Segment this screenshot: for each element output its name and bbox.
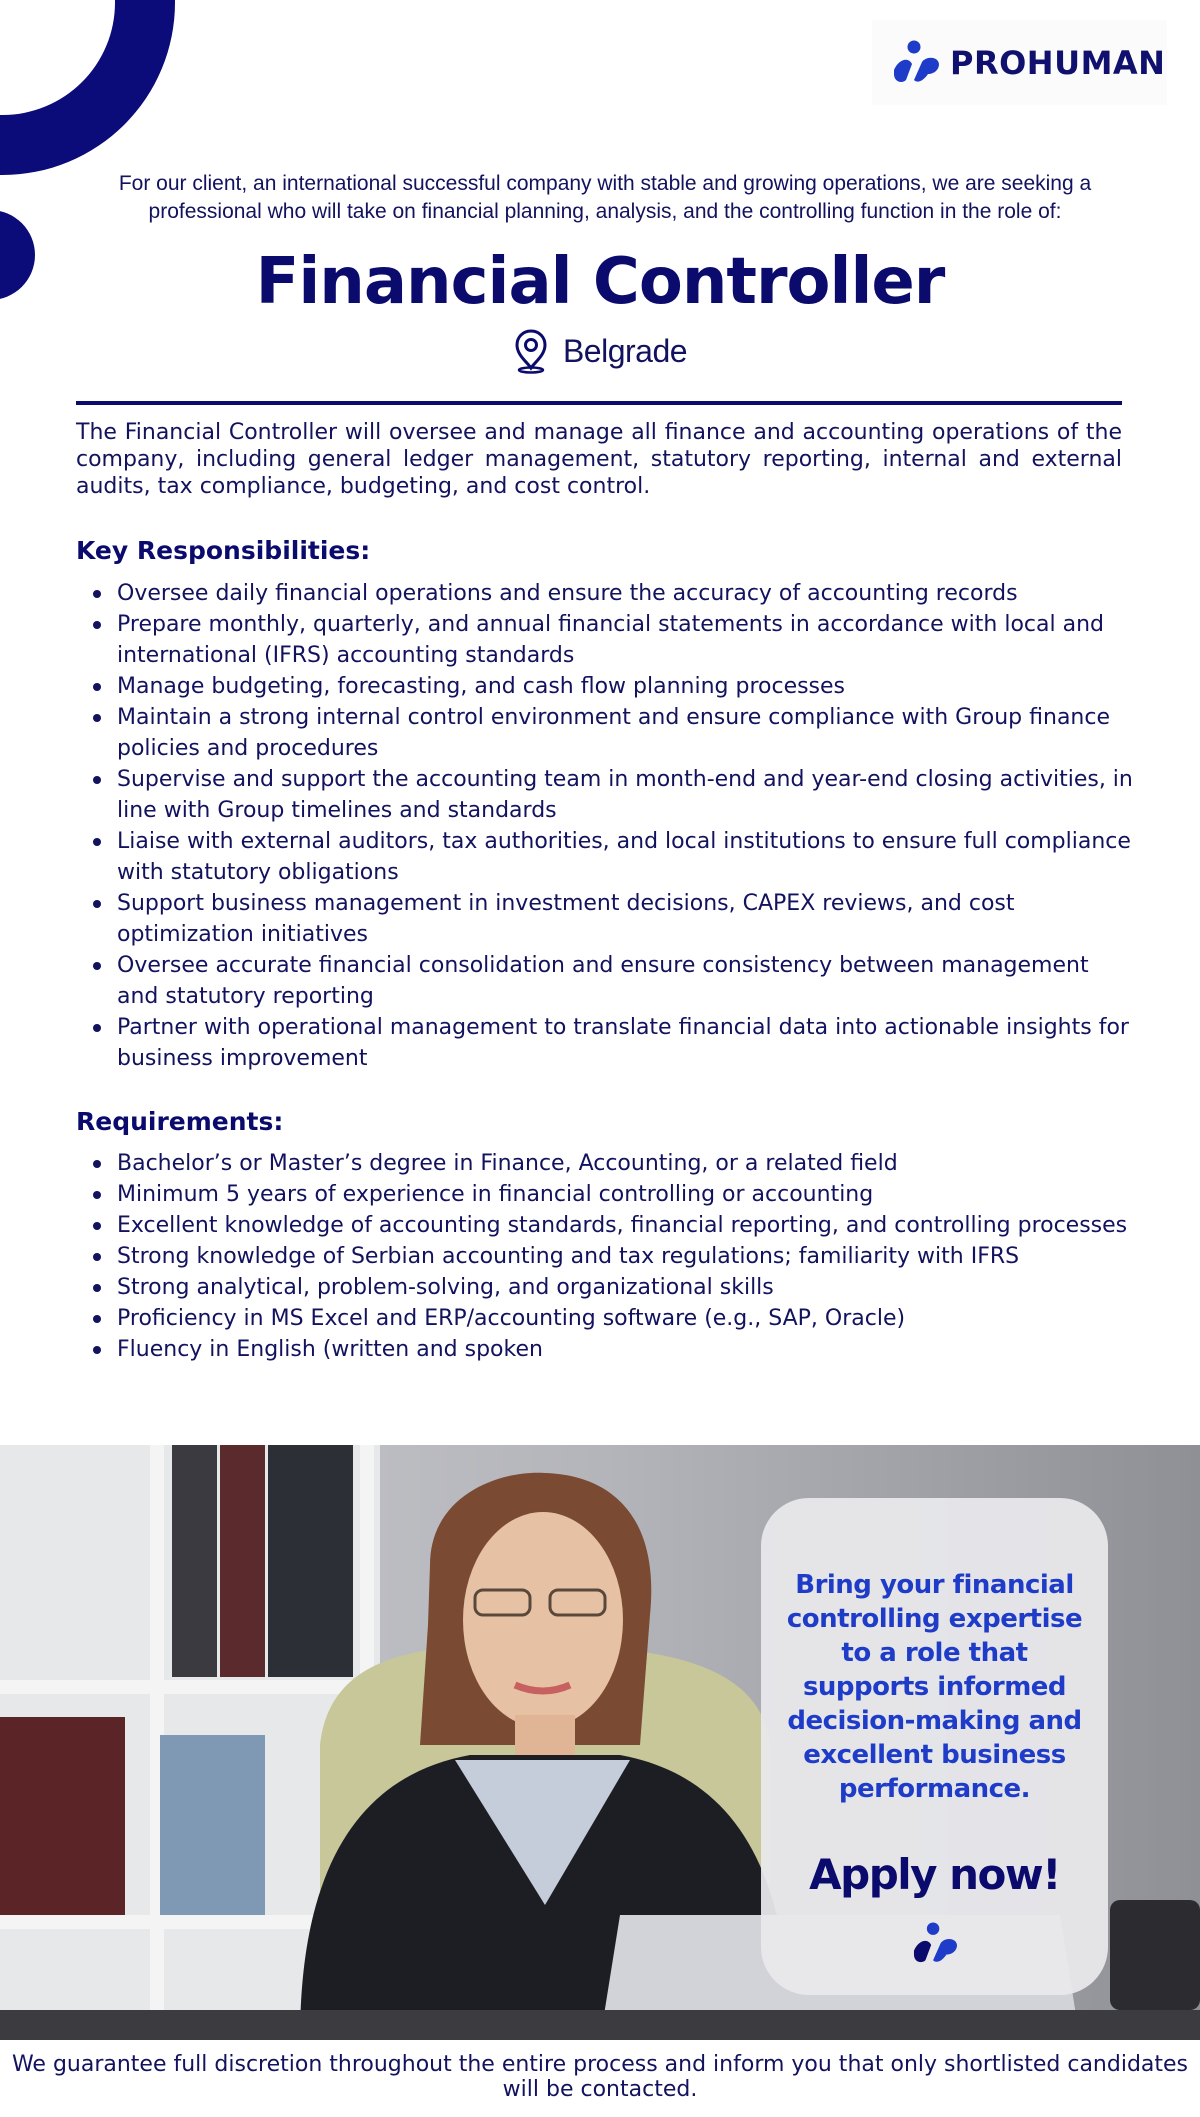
- list-item: Oversee accurate financial consolidation and ensure consistency between management and statutory reporting: [76, 950, 1136, 1012]
- brand-logo: [872, 20, 1167, 105]
- requirements-list: [76, 1148, 1136, 1365]
- list-item: Oversee daily financial operations and ensure the accuracy of accounting records: [76, 578, 1136, 609]
- job-title: Financial Controller: [255, 245, 945, 319]
- list-item: Maintain a strong internal control environment and ensure compliance with Group finance policies and procedures: [76, 702, 1136, 764]
- divider: [76, 401, 1122, 405]
- cta-text: Bring your financial controlling expertise to a role that supports informed decision-making and excellent business performance.: [786, 1570, 1083, 1804]
- cta-card: [761, 1498, 1108, 1995]
- list-item: Excellent knowledge of accounting standards, financial reporting, and controlling processes: [76, 1210, 1136, 1241]
- map-pin-icon: [513, 328, 549, 374]
- list-item: Proficiency in MS Excel and ERP/accounting software (e.g., SAP, Oracle): [76, 1303, 1136, 1334]
- requirements-heading: Requirements:: [76, 1107, 284, 1136]
- responsibilities-heading: Key Responsibilities:: [76, 536, 371, 565]
- list-item: Supervise and support the accounting team in month-end and year-end closing activities, in line with Group timelines and standards: [76, 764, 1136, 826]
- role-summary: The Financial Controller will oversee and manage all finance and accounting operations of the company, including general ledger management, statutory reporting, internal and external audits, tax compliance, budgeting, and cost control.: [76, 420, 1122, 499]
- footer-note: We guarantee full discretion throughout the entire process and inform you that only shortlisted candidates will be contacted.: [11, 2052, 1189, 2102]
- brand-name: PROHUMAN: [950, 43, 1166, 82]
- list-item: Fluency in English (written and spoken: [76, 1334, 1136, 1365]
- list-item: Bachelor’s or Master’s degree in Finance, Accounting, or a related field: [76, 1148, 1136, 1179]
- list-item: Support business management in investment decisions, CAPEX reviews, and cost optimization initiatives: [76, 888, 1136, 950]
- responsibilities-list: [76, 578, 1136, 1074]
- list-item: Manage budgeting, forecasting, and cash flow planning processes: [76, 671, 1136, 702]
- list-item: Strong analytical, problem-solving, and organizational skills: [76, 1272, 1136, 1303]
- list-item: Strong knowledge of Serbian accounting and tax regulations; familiarity with IFRS: [76, 1241, 1136, 1272]
- location-label: Belgrade: [562, 332, 688, 369]
- list-item: Minimum 5 years of experience in financial controlling or accounting: [76, 1179, 1136, 1210]
- prohuman-logo-icon: [890, 40, 942, 86]
- intro-text: For our client, an international successful company with stable and growing operations, we are seeking a professional who will take on financial planning, analysis, and the controlling function in the role of:: [118, 172, 1092, 223]
- job-location: [0, 328, 1200, 374]
- list-item: Partner with operational management to translate financial data into actionable insights for business improvement: [76, 1012, 1136, 1074]
- list-item: Liaise with external auditors, tax authorities, and local institutions to ensure full compliance with statutory obligations: [76, 826, 1136, 888]
- list-item: Prepare monthly, quarterly, and annual financial statements in accordance with local and international (IFRS) accounting standards: [76, 609, 1136, 671]
- prohuman-logo-icon: [909, 1922, 961, 1966]
- apply-now-label[interactable]: Apply now!: [809, 1850, 1060, 1899]
